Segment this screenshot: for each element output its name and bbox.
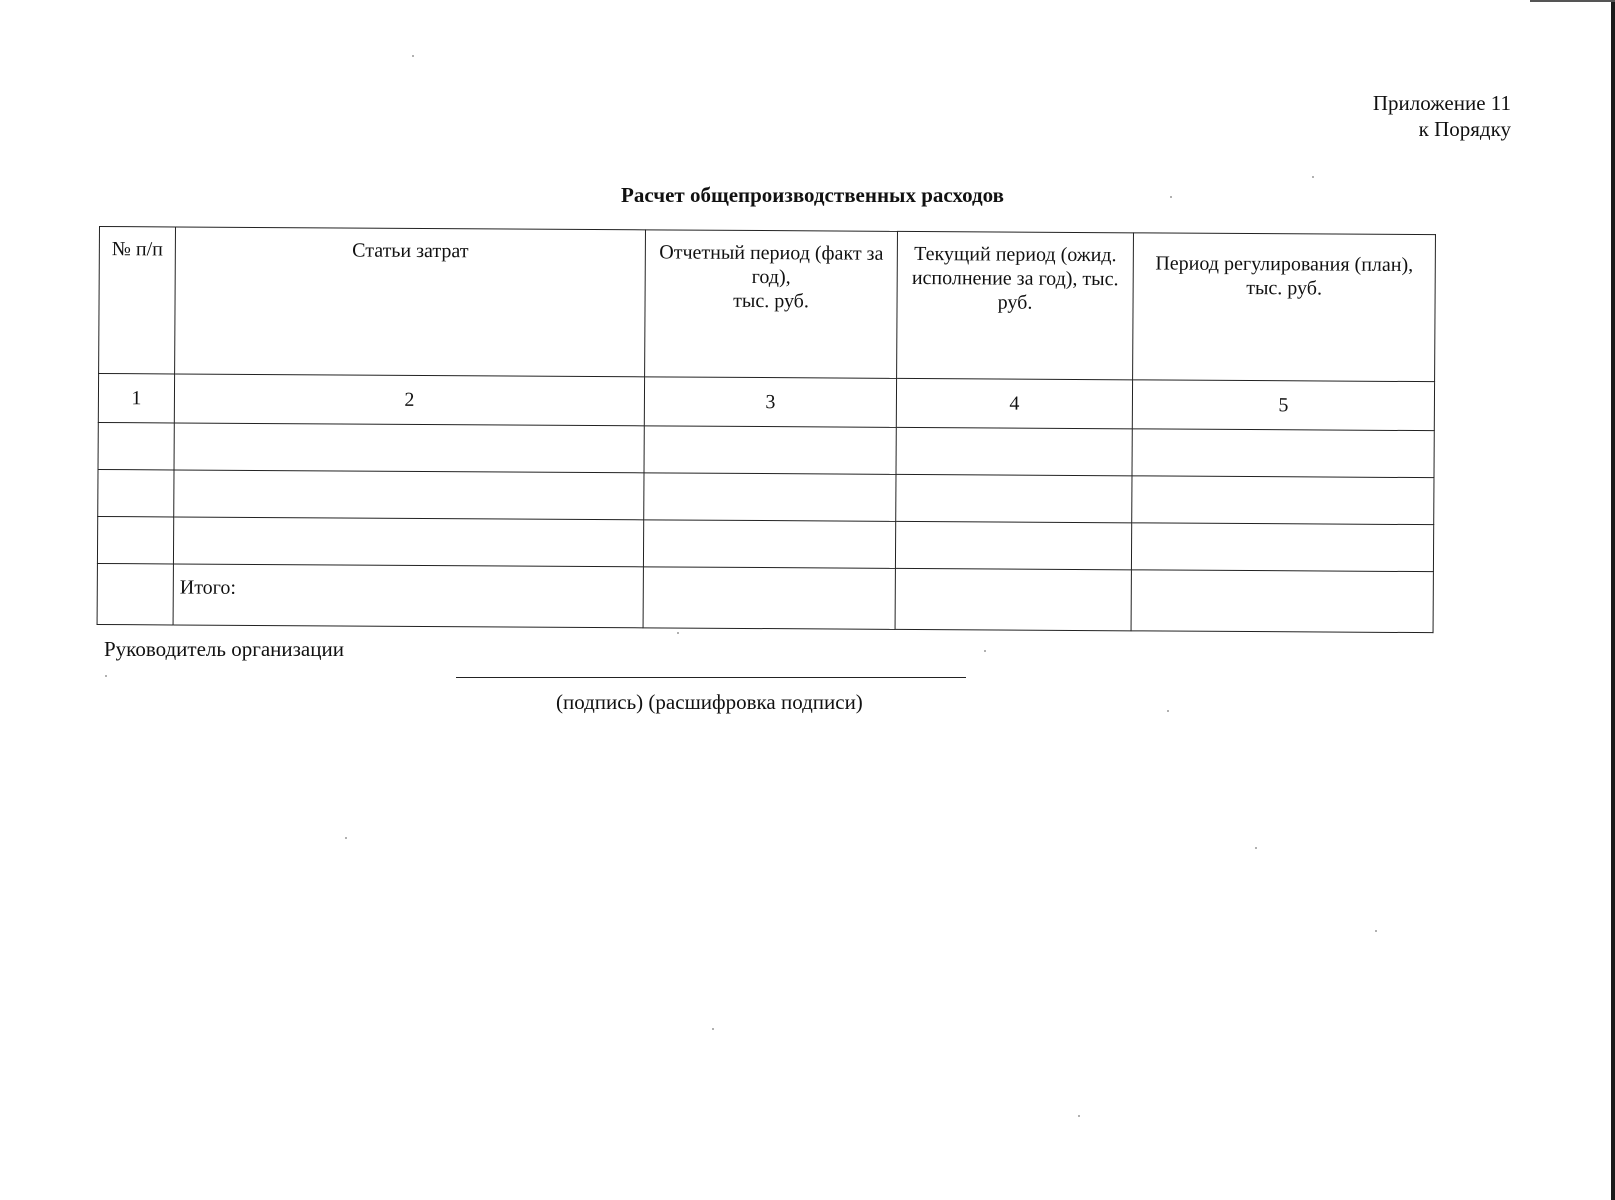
appendix-number: Приложение 11 xyxy=(1372,91,1511,115)
table-cell[interactable] xyxy=(1131,523,1433,572)
total-cell[interactable] xyxy=(1131,570,1433,633)
header-cell-cost-items: Статьи затрат xyxy=(175,227,646,377)
header-cell-number: № п/п xyxy=(99,227,176,374)
scan-edge xyxy=(1611,0,1615,1200)
total-cell[interactable] xyxy=(895,568,1131,630)
column-number-cell: 5 xyxy=(1132,380,1434,431)
column-number-cell: 3 xyxy=(644,377,896,428)
table-cell[interactable] xyxy=(97,563,173,624)
column-number-cell: 4 xyxy=(896,378,1132,428)
table-cell[interactable] xyxy=(644,473,896,522)
table-cell[interactable] xyxy=(97,516,173,563)
table-cell[interactable] xyxy=(98,469,174,516)
table-cell[interactable] xyxy=(174,470,644,520)
total-label: Итого: xyxy=(173,564,643,628)
header-cell-current-period: Текущий период (ожид. исполнение за год), тыс. руб. xyxy=(897,231,1134,379)
signer-label: Руководитель организации xyxy=(104,637,344,661)
table-row xyxy=(98,422,1434,477)
table-cell[interactable] xyxy=(896,427,1132,475)
signature-caption: (подпись) (расшифровка подписи) xyxy=(556,690,863,714)
table-cell[interactable] xyxy=(643,520,895,569)
scan-speck xyxy=(984,650,986,652)
table-cell[interactable] xyxy=(644,426,896,475)
total-row xyxy=(97,563,1433,632)
table-cell[interactable] xyxy=(174,423,644,473)
column-number-row xyxy=(98,374,1434,431)
table-cell[interactable] xyxy=(896,474,1132,522)
appendix-reference: к Порядку xyxy=(1418,117,1511,141)
table-cell[interactable] xyxy=(1132,429,1434,478)
scan-edge-top xyxy=(1530,0,1615,2)
table-row xyxy=(98,469,1434,524)
column-number-cell: 2 xyxy=(174,374,644,426)
scan-speck xyxy=(1170,196,1172,198)
header-row xyxy=(99,227,1436,382)
cost-table xyxy=(97,226,1436,633)
total-cell[interactable] xyxy=(643,567,895,630)
table-cell[interactable] xyxy=(1132,476,1434,525)
scan-speck xyxy=(677,632,679,634)
table-cell[interactable] xyxy=(895,521,1131,569)
scan-speck xyxy=(1078,1115,1080,1117)
scan-speck xyxy=(412,55,414,57)
header-cell-regulation-period: Период регулирования (план), тыс. руб. xyxy=(1133,233,1436,382)
scan-speck xyxy=(345,837,347,839)
signature-line[interactable] xyxy=(456,677,966,678)
header-cell-reporting-period: Отчетный период (факт за год), тыс. руб. xyxy=(645,230,898,379)
column-number-cell: 1 xyxy=(98,374,174,423)
scan-speck xyxy=(1312,176,1314,178)
table-cell[interactable] xyxy=(173,517,643,567)
table-row xyxy=(97,516,1433,571)
scan-speck xyxy=(1375,930,1377,932)
table-cell[interactable] xyxy=(98,422,174,469)
scan-speck xyxy=(105,675,107,677)
scan-speck xyxy=(1255,847,1257,849)
appendix-note xyxy=(1373,90,1511,142)
scan-speck xyxy=(712,1028,714,1030)
document-title: Расчет общепроизводственных расходов xyxy=(621,183,1004,207)
cost-table-wrapper xyxy=(97,226,1435,633)
scan-speck xyxy=(1167,710,1169,712)
